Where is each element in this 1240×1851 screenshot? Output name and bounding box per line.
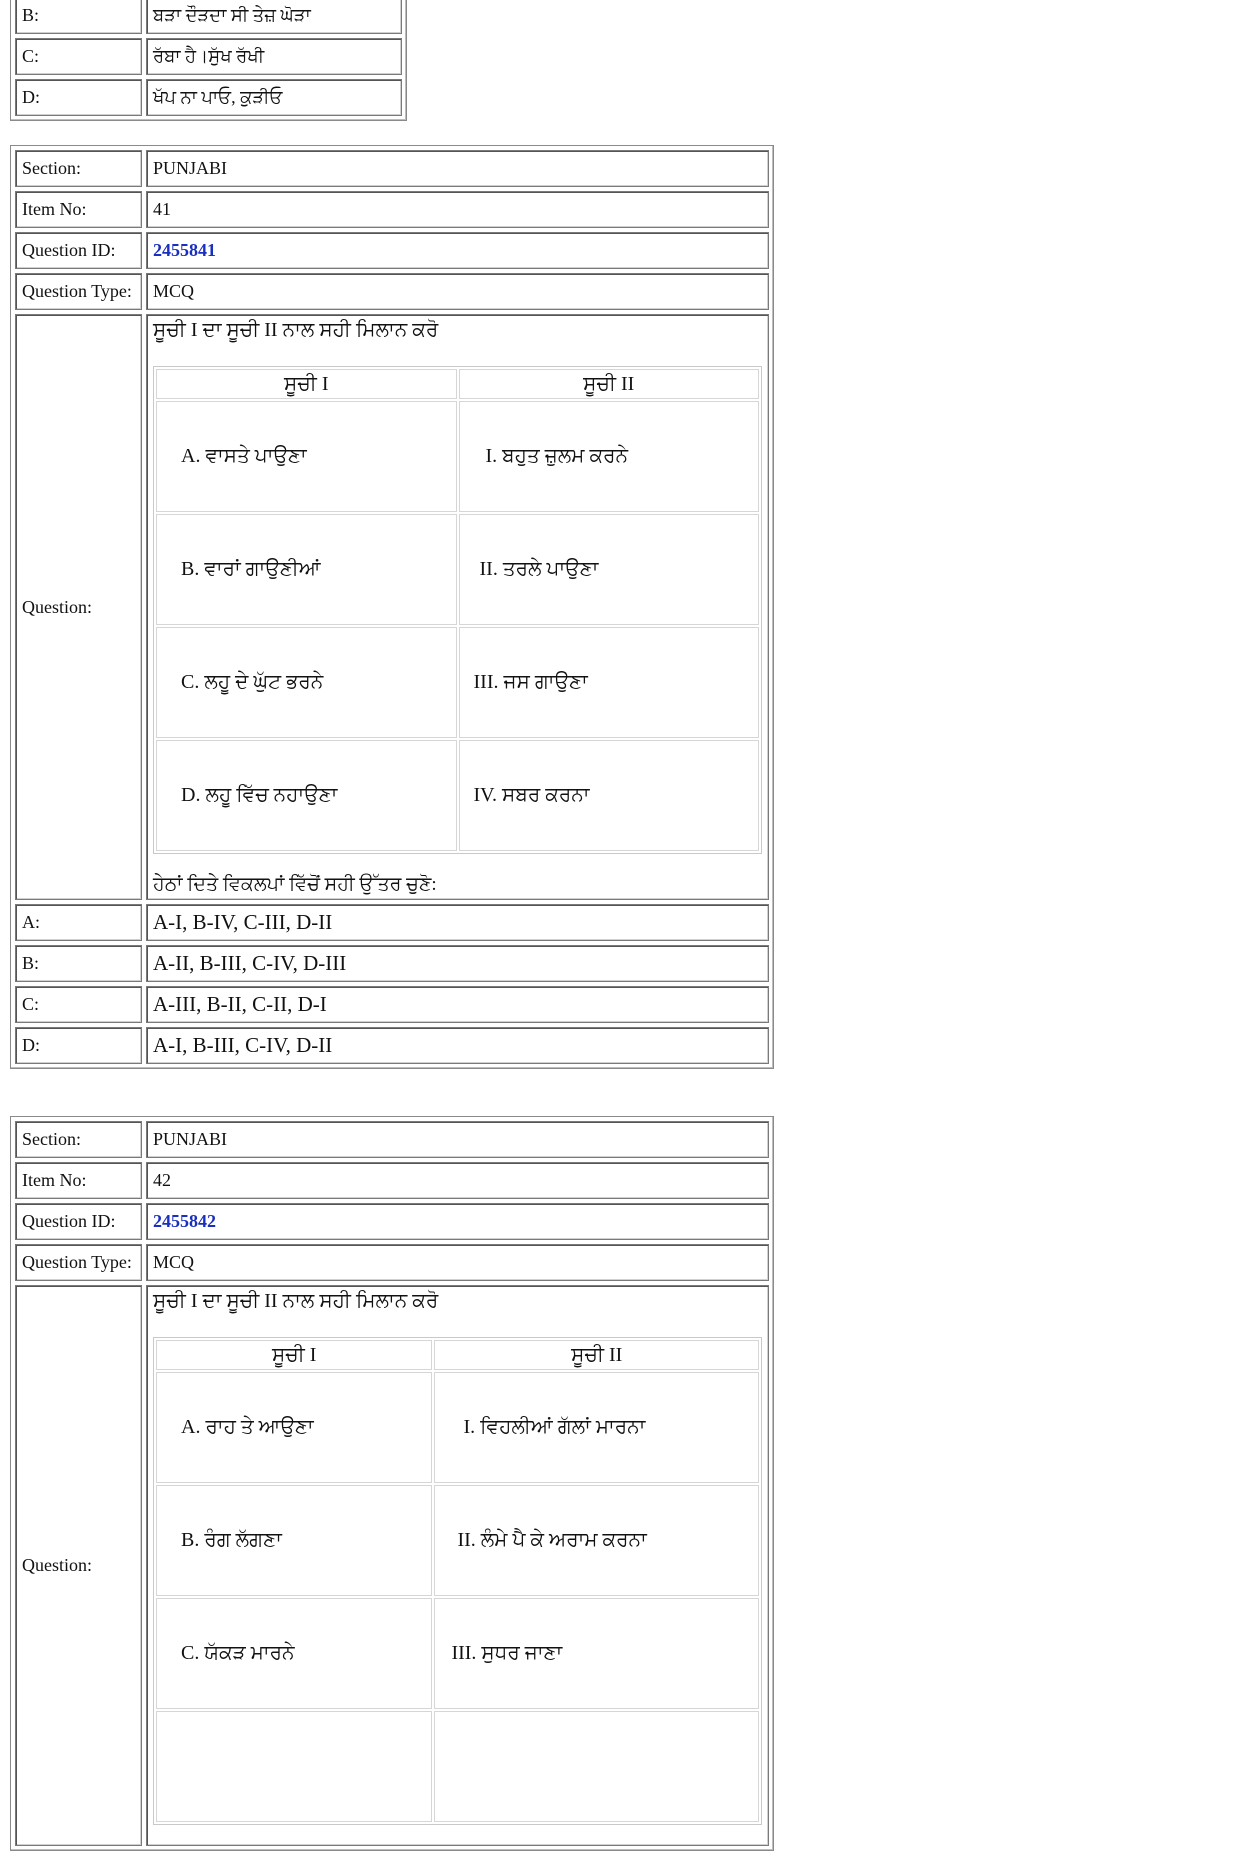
option-d-label: D:	[15, 79, 142, 116]
list-1-item-c: C. ਯੱਕੜ ਮਾਰਨੇ	[156, 1598, 432, 1709]
option-row-b	[15, 945, 769, 982]
question-block-42	[10, 1116, 774, 1851]
option-c-text: ਰੱਬਾ ਹੈ।ਸੁੱਖ ਰੱਖੀ	[146, 38, 402, 75]
list-2-header: ਸੂਚੀ II	[459, 369, 760, 399]
match-table	[153, 366, 762, 854]
question-body	[146, 1285, 769, 1846]
option-row-d	[15, 79, 402, 116]
list-2-item-i: I. ਬਹੁਤ ਜ਼ੁਲਮ ਕਰਨੇ	[459, 401, 760, 512]
option-b-text: ਬੜਾ ਦੌੜਦਾ ਸੀ ਤੇਜ਼ ਘੋੜਾ	[146, 0, 402, 34]
item-no-row	[15, 1162, 769, 1199]
option-row-a	[15, 904, 769, 941]
section-row	[15, 150, 769, 187]
section-value: PUNJABI	[146, 1121, 769, 1158]
section-label: Section:	[15, 1121, 142, 1158]
match-table-header	[156, 1340, 759, 1370]
list-2-item-iv: IV. ਸਬਰ ਕਰਨਾ	[459, 740, 760, 851]
question-block-41	[10, 145, 774, 1069]
match-row	[156, 401, 759, 512]
match-row	[156, 1372, 759, 1483]
question-type-value: MCQ	[146, 273, 769, 310]
question-id-label: Question ID:	[15, 232, 142, 269]
item-no-value: 41	[146, 191, 769, 228]
option-a-text: A-I, B-IV, C-III, D-II	[146, 904, 769, 941]
list-1-item-b: B. ਰੰਗ ਲੱਗਣਾ	[156, 1485, 432, 1596]
list-2-header: ਸੂਚੀ II	[434, 1340, 759, 1370]
question-label: Question:	[15, 314, 142, 900]
answer-instruction: ਹੇਠਾਂ ਦਿਤੇ ਵਿਕਲਪਾਂ ਵਿੱਚੋਂ ਸਹੀ ਉੱਤਰ ਚੁਣੋ:	[153, 874, 437, 895]
question-type-label: Question Type:	[15, 273, 142, 310]
list-1-header: ਸੂਚੀ I	[156, 369, 457, 399]
option-c-label: C:	[15, 986, 142, 1023]
list-2-item-ii: II. ਤਰਲੇ ਪਾਉਣਾ	[459, 514, 760, 625]
match-row	[156, 740, 759, 851]
option-row-b	[15, 0, 402, 34]
question-id-value: 2455841	[146, 232, 769, 269]
question-prompt: ਸੂਚੀ I ਦਾ ਸੂਚੀ II ਨਾਲ ਸਹੀ ਮਿਲਾਨ ਕਰੋ	[153, 319, 439, 341]
option-row-d	[15, 1027, 769, 1064]
question-id-label: Question ID:	[15, 1203, 142, 1240]
question-label: Question:	[15, 1285, 142, 1846]
question-row	[15, 314, 769, 900]
match-table	[153, 1337, 762, 1825]
option-d-text: A-I, B-III, C-IV, D-II	[146, 1027, 769, 1064]
list-2-item-iii: III. ਸੁਧਰ ਜਾਣਾ	[434, 1598, 759, 1709]
option-d-label: D:	[15, 1027, 142, 1064]
question-type-label: Question Type:	[15, 1244, 142, 1281]
item-no-label: Item No:	[15, 191, 142, 228]
list-1-item-a: A. ਰਾਹ ਤੇ ਆਉਣਾ	[156, 1372, 432, 1483]
match-row	[156, 514, 759, 625]
option-b-label: B:	[15, 0, 142, 34]
question-prompt: ਸੂਚੀ I ਦਾ ਸੂਚੀ II ਨਾਲ ਸਹੀ ਮਿਲਾਨ ਕਰੋ	[153, 1290, 439, 1312]
question-id-value: 2455842	[146, 1203, 769, 1240]
section-row	[15, 1121, 769, 1158]
list-2-item-i: I. ਵਿਹਲੀਆਂ ਗੱਲਾਂ ਮਾਰਨਾ	[434, 1372, 759, 1483]
option-row-c	[15, 986, 769, 1023]
list-1-header: ਸੂਚੀ I	[156, 1340, 432, 1370]
match-row	[156, 1598, 759, 1709]
item-no-label: Item No:	[15, 1162, 142, 1199]
section-label: Section:	[15, 150, 142, 187]
match-row	[156, 1485, 759, 1596]
section-value: PUNJABI	[146, 150, 769, 187]
list-1-item-b: B. ਵਾਰਾਂ ਗਾਉਣੀਆਂ	[156, 514, 457, 625]
match-row	[156, 627, 759, 738]
match-table-header	[156, 369, 759, 399]
list-1-item-a: A. ਵਾਸਤੇ ਪਾਉਣਾ	[156, 401, 457, 512]
option-c-text: A-III, B-II, C-II, D-I	[146, 986, 769, 1023]
question-row	[15, 1285, 769, 1846]
option-b-text: A-II, B-III, C-IV, D-III	[146, 945, 769, 982]
option-a-label: A:	[15, 904, 142, 941]
item-no-row	[15, 191, 769, 228]
question-id-row	[15, 1203, 769, 1240]
question-type-value: MCQ	[146, 1244, 769, 1281]
list-2-item-ii: II. ਲੰਮੇ ਪੈ ਕੇ ਅਰਾਮ ਕਰਨਾ	[434, 1485, 759, 1596]
list-2-item-empty	[434, 1711, 759, 1822]
question-id-row	[15, 232, 769, 269]
option-b-label: B:	[15, 945, 142, 982]
question-body	[146, 314, 769, 900]
option-c-label: C:	[15, 38, 142, 75]
option-d-text: ਖੱਪ ਨਾ ਪਾਓ, ਕੁੜੀਓ	[146, 79, 402, 116]
list-1-item-empty	[156, 1711, 432, 1822]
match-row	[156, 1711, 759, 1822]
list-1-item-d: D. ਲਹੂ ਵਿੱਚ ਨਹਾਉਣਾ	[156, 740, 457, 851]
previous-question-fragment	[10, 0, 407, 121]
list-1-item-c: C. ਲਹੂ ਦੇ ਘੁੱਟ ਭਰਨੇ	[156, 627, 457, 738]
list-2-item-iii: III. ਜਸ ਗਾਉਣਾ	[459, 627, 760, 738]
option-row-c	[15, 38, 402, 75]
question-type-row	[15, 1244, 769, 1281]
item-no-value: 42	[146, 1162, 769, 1199]
question-type-row	[15, 273, 769, 310]
